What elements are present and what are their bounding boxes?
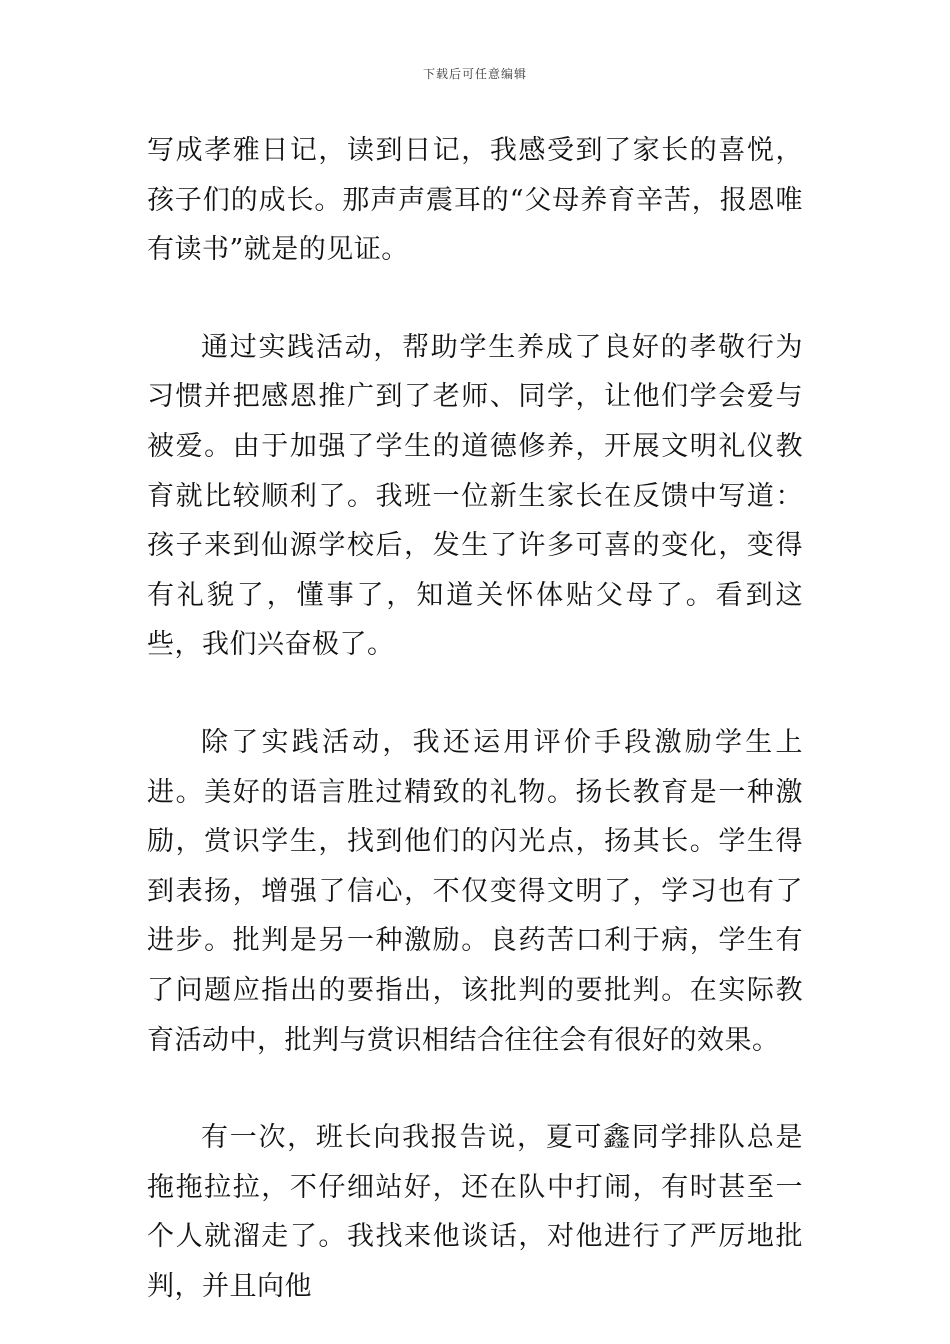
document-body [147,126,803,1311]
paragraph-3: 除了实践活动，我还运用评价手段激励学生上进。美好的语言胜过精致的礼物。扬长教育是一种激励，赏识学生，找到他们的闪光点，扬其长。学生得到表扬，增强了信心，不仅变得文明了，学习也有了进步。批判是另一种激励。良药苦口利于病，学生有了问题应指出的要指出，该批判的要批判。在实际教育活动中，批判与赏识相结合往往会有很好的效果。 [147,726,803,1056]
header-note: 下载后可任意编辑 [422,67,527,81]
paragraph-1: 写成孝雅日记，读到日记，我感受到了家长的喜悦，孩子们的成长。那声声震耳的“父母养育辛苦，报恩唯有读书”就是的见证。 [147,135,803,266]
paragraph-4: 有一次，班长向我报告说，夏可鑫同学排队总是拖拖拉拉，不仔细站好，还在队中打闹，有时甚至一个人就溜走了。我找来他谈话，对他进行了严厉地批判，并且向他 [147,1122,803,1302]
paragraph-2: 通过实践活动，帮助学生养成了良好的孝敬行为习惯并把感恩推广到了老师、同学，让他们学会爱与被爱。由于加强了学生的道德修养，开展文明礼仪教育就比较顺利了。我班一位新生家长在反馈中写道：孩子来到仙源学校后，发生了许多可喜的变化，变得有礼貌了，懂事了，知道关怀体贴父母了。看到这些，我们兴奋极了。 [147,331,803,661]
